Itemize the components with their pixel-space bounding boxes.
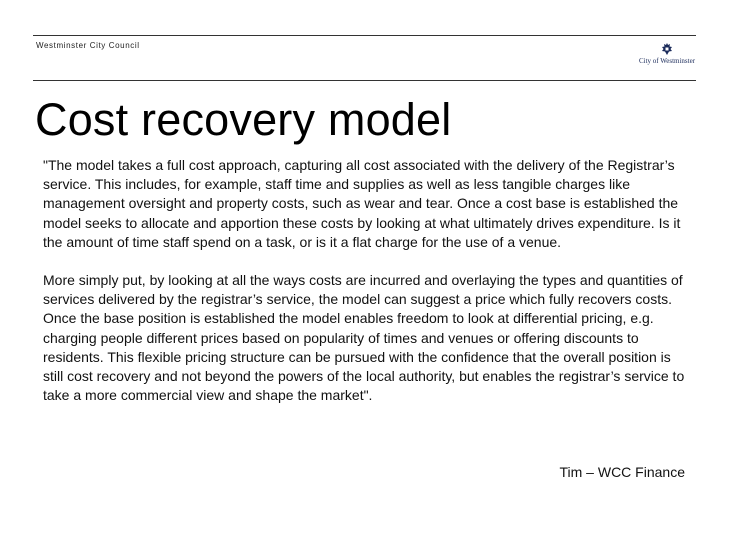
quote-body [43, 156, 693, 405]
westminster-crest-icon [636, 42, 698, 56]
quote-paragraph-2: More simply put, by looking at all the ways costs are incurred and overlaying the types and quantities of services delivered by the registrar’s service, the model can suggest a price which fully recovers costs. Once the base position is established the model enables freedom to look at differential pricing, e.g. charging people different prices based on popularity of times and venues or offering discounts to residents. This flexible pricing structure can be pursued with the confidence that the overall position is still cost recovery and not beyond the powers of the local authority, but enables the registrar’s service to take a more commercial view and shape the market". [43, 272, 685, 404]
page-title: Cost recovery model [35, 94, 452, 145]
header-bottom-rule [33, 80, 696, 81]
council-logo [636, 42, 698, 68]
organization-name: Westminster City Council [36, 41, 140, 50]
quote-attribution: Tim – WCC Finance [559, 464, 685, 480]
logo-text: City of Westminster [638, 57, 696, 65]
header-top-rule [33, 35, 696, 36]
quote-paragraph-1: "The model takes a full cost approach, capturing all cost associated with the delivery of the Registrar’s service. This includes, for example, staff time and supplies as well as less tangible charges like management oversight and property costs, such as wear and tear. Once a cost base is established the model seeks to allocate and apportion these costs by looking at what ultimately drives expenditure. Is it the amount of time staff spend on a task, or is it a flat charge for the use of a venue. [43, 157, 681, 250]
